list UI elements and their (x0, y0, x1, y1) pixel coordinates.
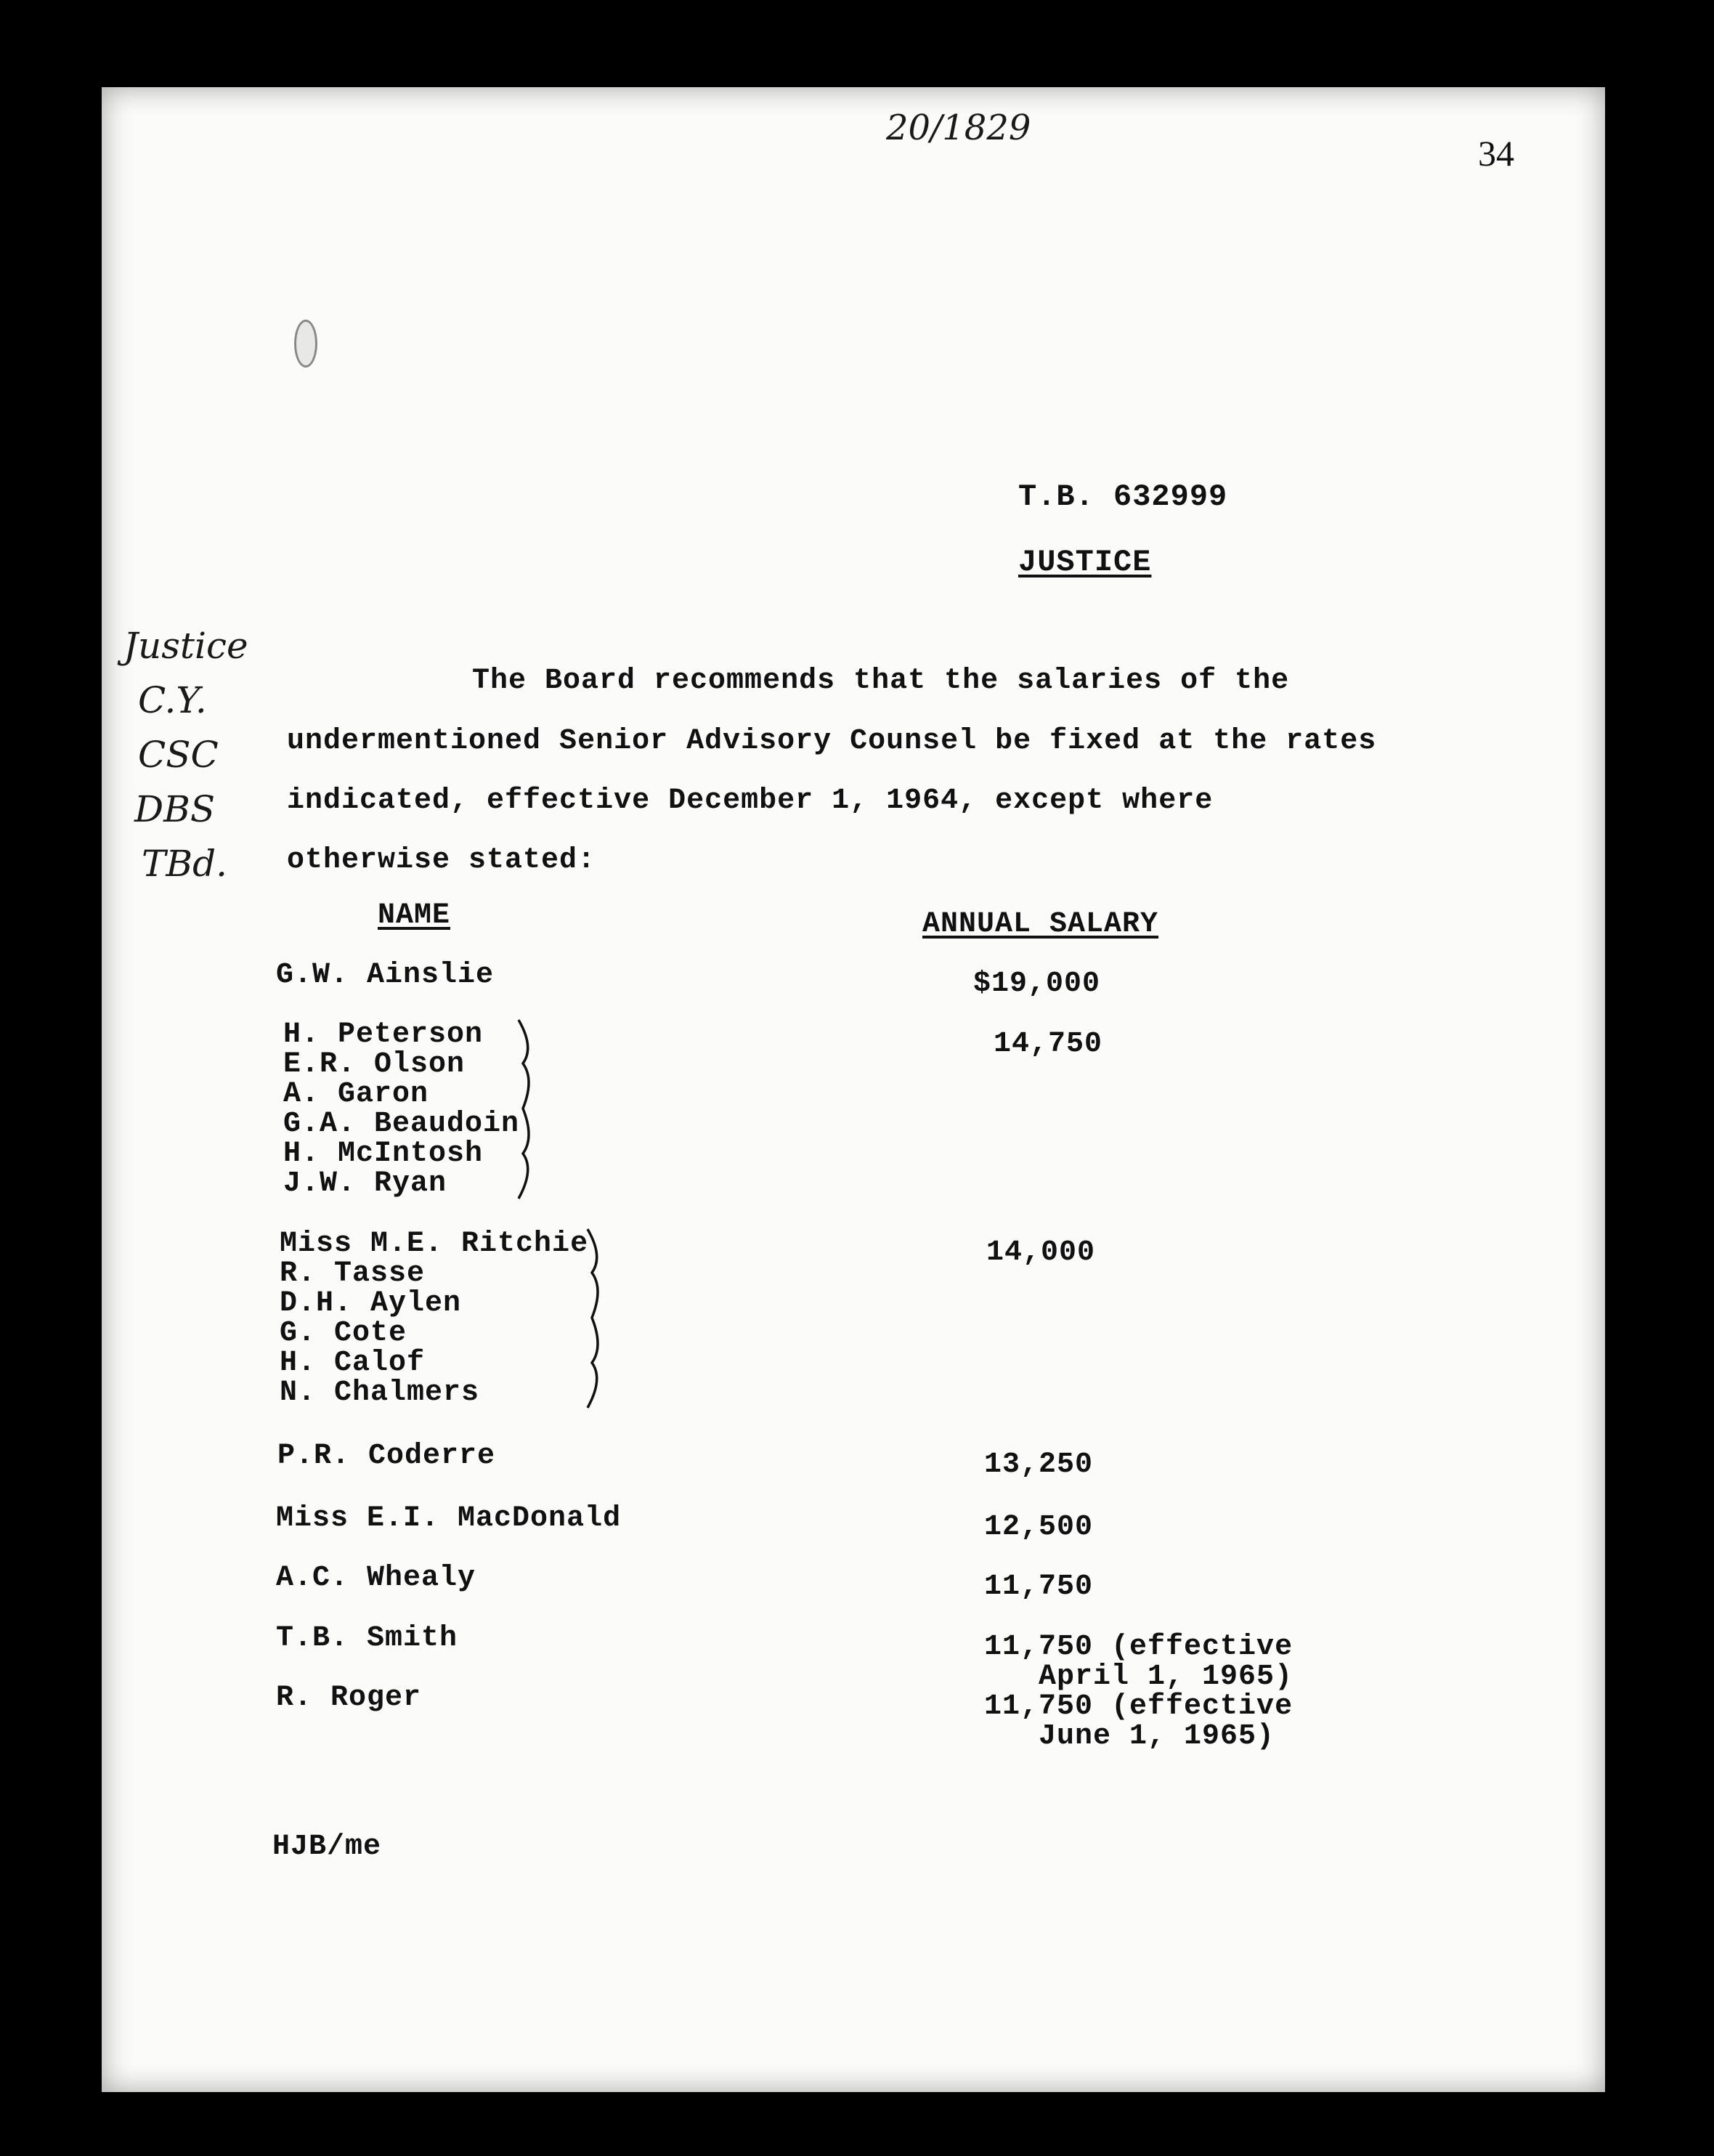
employee-name: P.R. Coderre (277, 1440, 496, 1472)
salary-value: $19,000 (973, 968, 1101, 1000)
intro-line: indicated, effective December 1, 1964, except where (287, 785, 1214, 817)
salary-value-continued: April 1, 1965) (984, 1661, 1293, 1693)
employee-name: G.W. Ainslie (276, 959, 495, 992)
employee-name: T.B. Smith (276, 1622, 458, 1655)
salary-value: 11,750 (effective (984, 1631, 1293, 1663)
group-brace (516, 1018, 537, 1200)
employee-name: D.H. Aylen (280, 1287, 462, 1320)
salary-value-continued: June 1, 1965) (984, 1720, 1275, 1753)
employee-name: Miss M.E. Ritchie (280, 1228, 589, 1260)
salary-value: 11,750 (984, 1571, 1094, 1603)
file-number: 20/1829 (886, 108, 1031, 148)
punch-hole (294, 320, 317, 368)
name-column-header: NAME (378, 899, 451, 932)
group-brace (585, 1228, 606, 1409)
intro-line: undermentioned Senior Advisory Counsel be fixed at the rates (287, 725, 1377, 758)
employee-name: G.A. Beaudoin (283, 1108, 520, 1140)
employee-name: A. Garon (283, 1078, 429, 1111)
margin-note: TBd. (142, 843, 227, 885)
document-page (102, 87, 1605, 2092)
department-title: JUSTICE (1018, 545, 1152, 580)
salary-value: 11,750 (effective (984, 1690, 1293, 1723)
employee-name: N. Chalmers (280, 1377, 480, 1409)
margin-note: CSC (138, 734, 219, 776)
employee-name: E.R. Olson (283, 1048, 466, 1081)
employee-name: J.W. Ryan (283, 1167, 447, 1200)
intro-line: The Board recommends that the salaries of the (472, 665, 1290, 697)
employee-name: A.C. Whealy (276, 1562, 476, 1594)
employee-name: Miss E.I. MacDonald (276, 1502, 622, 1535)
employee-name: R. Tasse (280, 1257, 426, 1290)
employee-name: H. McIntosh (283, 1138, 484, 1170)
salary-value: 12,500 (984, 1511, 1094, 1544)
employee-name: H. Calof (280, 1347, 426, 1379)
salary-value: 14,750 (994, 1028, 1103, 1061)
employee-name: H. Peterson (283, 1018, 484, 1051)
reference-number: T.B. 632999 (1018, 479, 1228, 514)
salary-value: 14,000 (986, 1236, 1096, 1269)
margin-note: C.Y. (138, 679, 207, 721)
salary-value: 13,250 (984, 1448, 1094, 1481)
salary-column-header: ANNUAL SALARY (922, 908, 1159, 941)
employee-name: G. Cote (280, 1317, 407, 1350)
intro-line: otherwise stated: (287, 844, 596, 877)
page-number: 34 (1478, 133, 1514, 174)
margin-note: Justice (123, 625, 248, 667)
employee-name: R. Roger (276, 1682, 422, 1714)
margin-note: DBS (134, 788, 216, 830)
typist-initials: HJB/me (272, 1831, 382, 1863)
